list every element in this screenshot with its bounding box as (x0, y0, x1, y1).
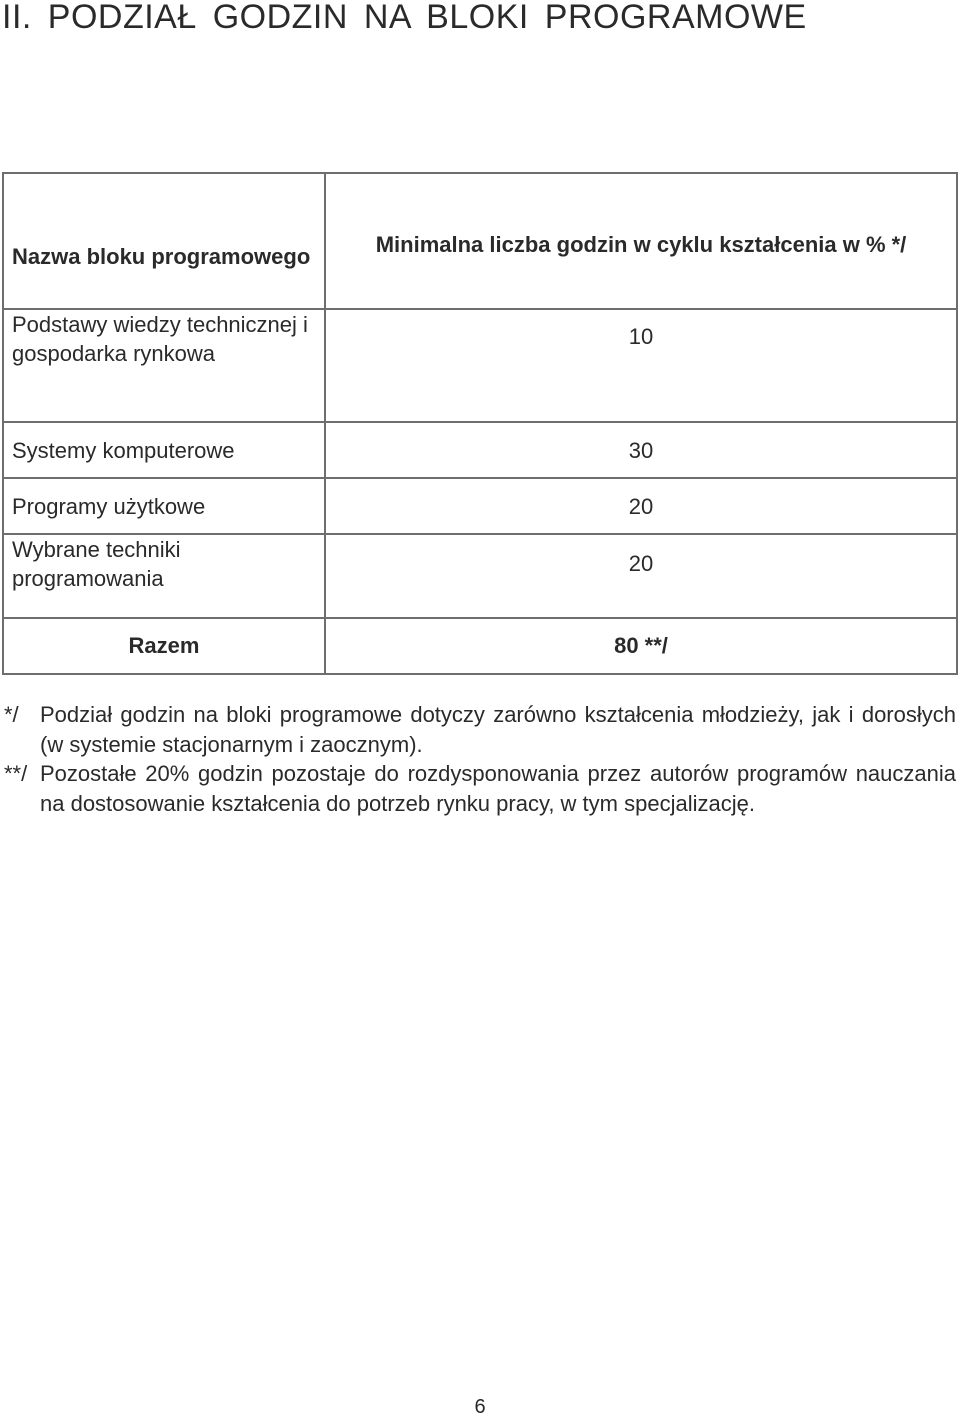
block-name-cell: Systemy komputerowe (3, 422, 325, 478)
footnote-1 (4, 700, 956, 759)
footnote-text: Pozostałe 20% godzin pozostaje do rozdysponowania przez autorów programów nauczania na dostosowanie kształcenia do potrzeb rynku pracy, w tym specjalizację. (40, 761, 956, 816)
program-blocks-table (2, 172, 958, 675)
page-number: 6 (474, 1396, 486, 1418)
table-row (3, 422, 957, 478)
block-value-cell: 20 (325, 478, 957, 534)
table-row (3, 478, 957, 534)
section-title: II. PODZIAŁ GODZIN NA BLOKI PROGRAMOWE (2, 0, 807, 36)
total-value-cell: 80 **/ (325, 618, 957, 674)
block-name-cell: Podstawy wiedzy technicznej i gospodarka rynkowa (3, 309, 325, 422)
table-row (3, 309, 957, 422)
block-value-cell: 10 (325, 309, 957, 422)
header-min-hours: Minimalna liczba godzin w cyklu kształcenia w % */ (325, 173, 957, 309)
block-name-cell: Programy użytkowe (3, 478, 325, 534)
footnote-2 (4, 759, 956, 818)
table-row (3, 534, 957, 618)
footnote-text: Podział godzin na bloki programowe dotyczy zarówno kształcenia młodzieży, jak i dorosłych (w systemie stacjonarnym i zaocznym). (40, 702, 956, 757)
footnote-marker: */ (4, 702, 19, 727)
footnote-marker: **/ (4, 761, 28, 786)
table-total-row (3, 618, 957, 674)
footnotes (4, 700, 956, 818)
block-value-cell: 30 (325, 422, 957, 478)
block-value-cell: 20 (325, 534, 957, 618)
total-label-cell: Razem (3, 618, 325, 674)
table-header-row (3, 173, 957, 309)
header-block-name: Nazwa bloku programowego (3, 173, 325, 309)
block-name-cell: Wybrane techniki programowania (3, 534, 325, 618)
